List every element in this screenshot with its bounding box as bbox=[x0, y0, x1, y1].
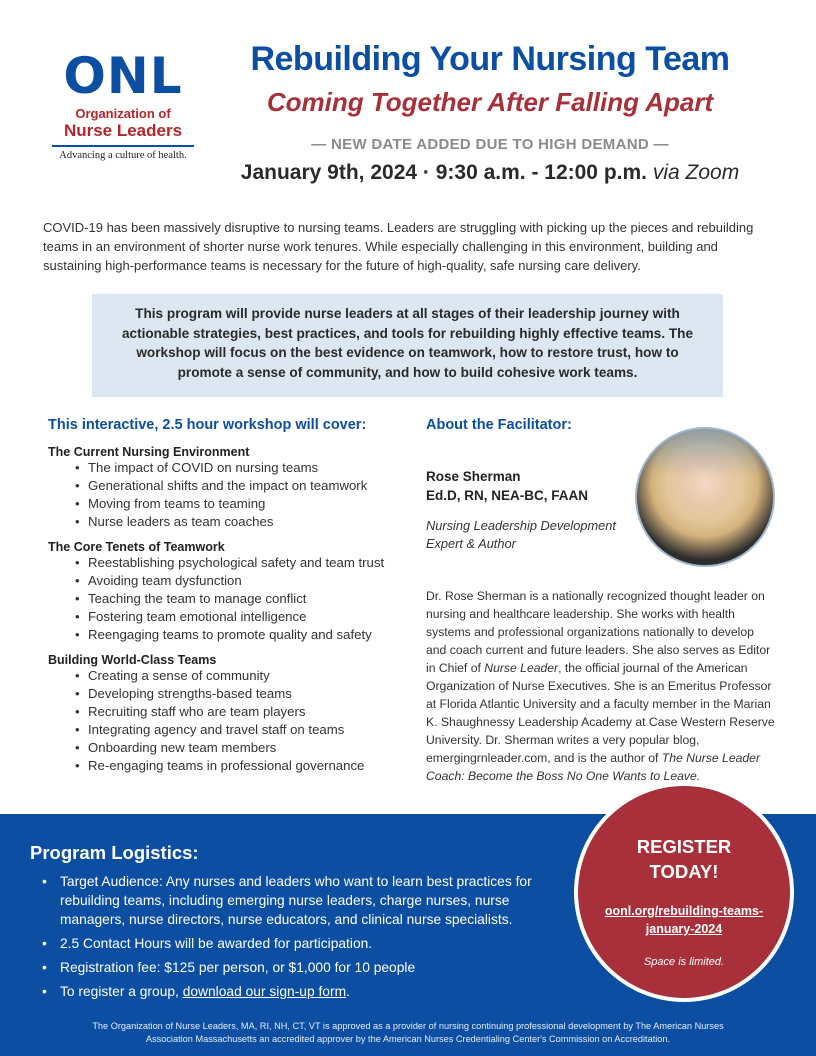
list-item: • Nurse leaders as team coaches bbox=[75, 513, 418, 531]
section-title: Building World-Class Teams bbox=[48, 653, 217, 667]
list-item: • Registration fee: $125 per person, or $1,000 for 10 people bbox=[42, 958, 562, 977]
group-text-end: . bbox=[346, 984, 350, 999]
list-item: • Fostering team emotional intelligence bbox=[75, 608, 418, 626]
section-title: The Current Nursing Environment bbox=[48, 445, 250, 459]
bio-book-title: The Nurse Leader Coach: Become the Boss No One Wants to Leave. bbox=[426, 751, 760, 783]
facilitator-credentials: Ed.D, RN, NEA-BC, FAAN bbox=[426, 488, 588, 503]
facilitator-heading: About the Facilitator: bbox=[426, 417, 572, 433]
list-item: • Target Audience: Any nurses and leaders who want to learn best practices for rebuilding teams, including emerging nurse leaders, charge nurses, nurse managers, nurse directors, nurse educators, and clinical nurse specialists. bbox=[42, 872, 562, 929]
list-item: • Creating a sense of community bbox=[75, 667, 418, 685]
event-venue: via Zoom bbox=[652, 161, 740, 184]
facilitator-bio bbox=[426, 587, 776, 785]
event-date: January 9th, 2024 · 9:30 a.m. - 12:00 p.m. bbox=[240, 161, 647, 184]
list-item: • Reestablishing psychological safety and team trust bbox=[75, 554, 418, 572]
facilitator-role: Nursing Leadership Development Expert & Author bbox=[426, 518, 616, 551]
workshop-heading: This interactive, 2.5 hour workshop will cover: bbox=[48, 417, 367, 433]
section-title: The Core Tenets of Teamwork bbox=[48, 540, 225, 554]
list-item: • Developing strengths-based teams bbox=[75, 685, 418, 703]
list-item: • Integrating agency and travel staff on teams bbox=[75, 721, 418, 739]
list-item: • Reengaging teams to promote quality and safety bbox=[75, 626, 418, 644]
list-item: • Re-engaging teams in professional governance bbox=[75, 757, 418, 775]
register-note: Space is limited. bbox=[643, 956, 725, 968]
list-item: • Moving from teams to teaming bbox=[75, 495, 418, 513]
list-item: • Teaching the team to manage conflict bbox=[75, 590, 418, 608]
accreditation-note: The Organization of Nurse Leaders, MA, RI, NH, CT, VT is approved as a provider of nursing continuing professional development by The American Nurses Association Massachusetts an accredited approver by the American Nurses Credentialing Center's Commission on Accreditation. bbox=[92, 1021, 724, 1044]
workshop-topics bbox=[48, 417, 418, 775]
register-title-line: REGISTER bbox=[636, 836, 732, 857]
onl-logo bbox=[48, 47, 198, 161]
signup-form-link[interactable]: download our sign-up form bbox=[182, 984, 347, 999]
group-text: To register a group, bbox=[60, 984, 183, 999]
list-item: • Avoiding team dysfunction bbox=[75, 572, 418, 590]
facilitator-section bbox=[426, 417, 776, 785]
topic-list bbox=[75, 554, 418, 644]
facilitator-name: Rose Sherman bbox=[426, 469, 521, 484]
bio-text: , the official journal of the American Organization of Nurse Executives. She is an Emeritus Professor at Florida Atlantic University and a faculty member in the Marian K. Shaughnessy Leadership Academy at Case Western Reserve University. Dr. Sherman writes a very popular blog, emergingrnleader.com, and is the author of bbox=[426, 661, 775, 765]
logo-org-line2: Nurse Leaders bbox=[63, 121, 183, 140]
event-datetime bbox=[230, 161, 750, 185]
new-date-notice: — NEW DATE ADDED DUE TO HIGH DEMAND — bbox=[311, 136, 669, 153]
page-title: Rebuilding Your Nursing Team bbox=[250, 40, 730, 78]
register-title-line: TODAY! bbox=[649, 861, 719, 882]
header bbox=[230, 40, 750, 185]
list-item: • Recruiting staff who are team players bbox=[75, 703, 418, 721]
list-item: • Onboarding new team members bbox=[75, 739, 418, 757]
logo-tagline: Advancing a culture of health. bbox=[59, 150, 187, 161]
register-title bbox=[578, 834, 790, 884]
logistics-list bbox=[42, 872, 562, 1006]
logo-mark: ONL bbox=[63, 47, 183, 105]
program-callout: This program will provide nurse leaders at all stages of their leadership journey with actionable strategies, best practices, and tools for rebuilding highly effective teams. The workshop will focus on the best evidence on teamwork, how to restore trust, how to promote a sense of community, and how to build cohesive work teams. bbox=[92, 294, 723, 397]
bio-journal-title: Nurse Leader bbox=[484, 661, 559, 675]
intro-paragraph: COVID-19 has been massively disruptive to nursing teams. Leaders are struggling with picking up the pieces and rebuilding teams in an environment of shorter nurse work tenures. While especially challenging in this environment, building and sustaining high-performance teams is necessary for the future of high-quality, safe nursing care delivery. bbox=[43, 220, 754, 273]
list-item: • 2.5 Contact Hours will be awarded for participation. bbox=[42, 934, 562, 953]
page-subtitle: Coming Together After Falling Apart bbox=[266, 87, 714, 117]
topic-list bbox=[75, 459, 418, 531]
topic-list bbox=[75, 667, 418, 775]
register-badge[interactable] bbox=[574, 782, 794, 1002]
register-link[interactable]: oonl.org/rebuilding-teams- january-2024 bbox=[604, 904, 764, 936]
bio-text: Dr. Rose Sherman is a nationally recognized thought leader on nursing and healthcare leadership. She works with health systems and professional organizations nationally to develop and coach current and future leaders. She also serves as Editor in Chief of bbox=[426, 589, 771, 675]
facilitator-photo bbox=[635, 427, 775, 567]
logo-divider bbox=[52, 145, 194, 147]
list-item: • The impact of COVID on nursing teams bbox=[75, 459, 418, 477]
logo-org-line1: Organization of bbox=[75, 106, 171, 121]
list-item: • Generational shifts and the impact on teamwork bbox=[75, 477, 418, 495]
list-item bbox=[42, 982, 562, 1001]
logistics-title: Program Logistics: bbox=[30, 842, 199, 863]
